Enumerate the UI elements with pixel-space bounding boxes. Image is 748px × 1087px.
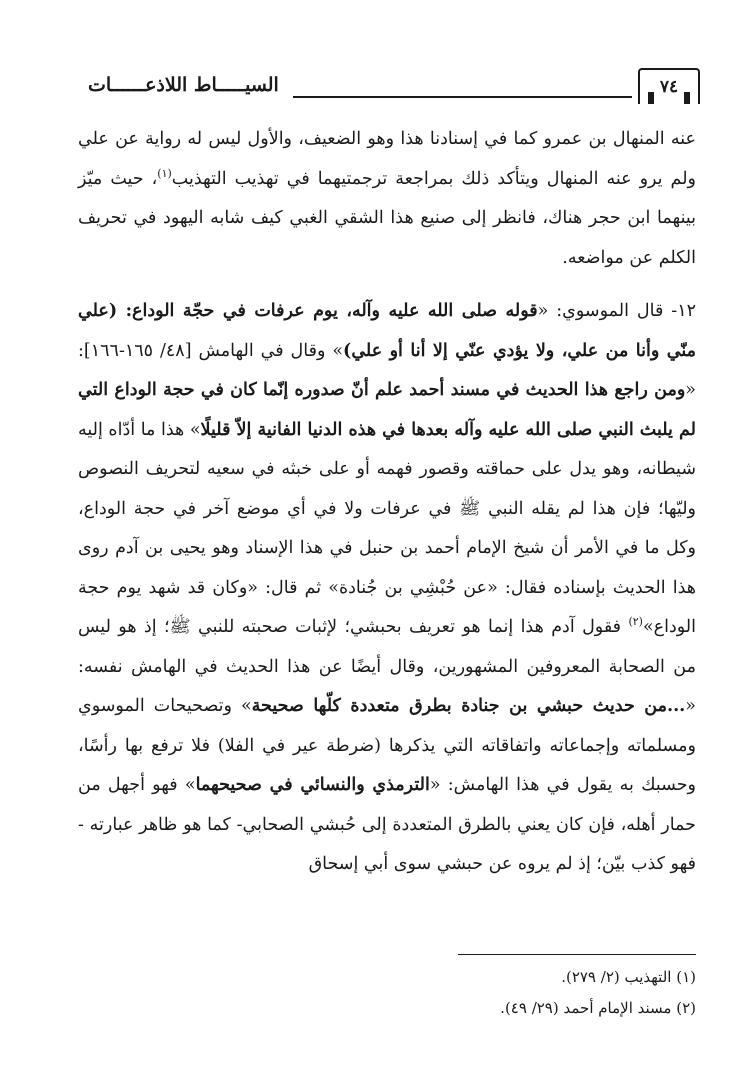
paragraph-2-end: » فهو أجهل من حمار أهله، فإن كان يعني بالطرق المتعددة إلى حُبشي الصحابي- كما هو ظاهر عبارته - فهو كذب بيّن؛ إذ لم يروه عن حبشي سوى أبي إسحاق	[78, 775, 696, 874]
paragraph-1	[78, 120, 696, 278]
page-header	[88, 68, 700, 108]
quote-2: ومن راجع هذا الحديث في مسند أحمد علم أنّ صدوره إنّما كان في حجة الوداع التي لم يلبث النبي صلى الله عليه وآله بعدها في هذه الدنيا الفانية إلاّ قليلًا	[78, 380, 697, 440]
paragraph-1-end: ، حيث ميّز بينهما ابن حجر هناك، فانظر إلى صنيع هذا الشقي الغبي كيف شابه اليهود في تحريف الكلم عن مواضعه.	[78, 168, 696, 268]
footnote-1: (١) التهذيب (٢/ ٢٧٩).	[561, 968, 696, 986]
paragraph-2-mid-3: فقول آدم هذا إنما هو تعريف بحبشي؛ لإثبات صحبته للنبي ﷺ؛ إذ هو ليس من الصحابة المعروفين المشهورين، وقال أيضًا عن هذا الحديث في الهامش نفسه: «	[78, 617, 696, 716]
footnote-ref-1[interactable]: (١)	[157, 166, 172, 180]
paragraph-1-text: عنه المنهال بن عمرو كما في إسنادنا هذا وهو الضعيف، والأول ليس له رواية عن علي ولم يرو عنه المنهال ويتأكد ذلك بمراجعة ترجمتيهما في تهذيب التهذيب	[78, 129, 696, 189]
quote-1: قوله صلى الله عليه وآله، يوم عرفات في حجّة الوداع: (علي منّي وأنا من علي، ولا يؤدي عنّي إلا أنا أو علي)	[78, 301, 696, 361]
main-text	[78, 120, 696, 885]
page-number-badge	[638, 68, 700, 104]
page-number: ٧٤	[659, 77, 679, 97]
quote-3: ...من حديث حبشي بن جنادة بطرق متعددة كلّها صحيحة	[251, 696, 686, 716]
paragraph-2-mid-1: » وقال في الهامش [٤٨/ ١٦٥-١٦٦]: «	[78, 340, 696, 400]
paragraph-2-mid-2: » هذا ما أدّاه إليه شيطانه، وهو يدل على حماقته وقصور فهمه أو على خبثه في سعيه لتحريف النصوص وليّها؛ فإن هذا لم يقله النبي ﷺ في عرفات ولا في أي موضع آخر في حجة الوداع، وكل ما في الأمر أن شيخ الإمام أحمد بن حنبل في هذا الإسناد وهو يحيى بن آدم روى هذا الحديث بإسناده فقال: «عن حُبْشِي بن جُنادة» ثم قال: «وكان قد شهد يوم حجة الوداع»	[78, 419, 696, 637]
paragraph-2-mid-4: » وتصحيحات الموسوي ومسلماته وإجماعاته واتفاقاته التي يذكرها (ضرطة عير في الفلا) فلا ترفع بها رأسًا، وحسبك به يقول في هذا الهامش: «	[78, 696, 696, 795]
footnotes	[296, 962, 696, 1024]
quote-4: الترمذي والنسائي في صحيحهما	[195, 775, 430, 795]
footnote-2: (٢) مسند الإمام أحمد (٢٩/ ٤٩).	[500, 999, 696, 1017]
footnote-ref-2[interactable]: (٢)	[628, 615, 643, 629]
running-title: السيـــــاط اللاذعــــــات	[88, 74, 279, 96]
header-divider	[293, 96, 632, 98]
footnote-divider	[458, 954, 696, 955]
paragraph-2-intro: ١٢- قال الموسوي: «	[537, 301, 696, 321]
paragraph-2	[78, 292, 696, 885]
